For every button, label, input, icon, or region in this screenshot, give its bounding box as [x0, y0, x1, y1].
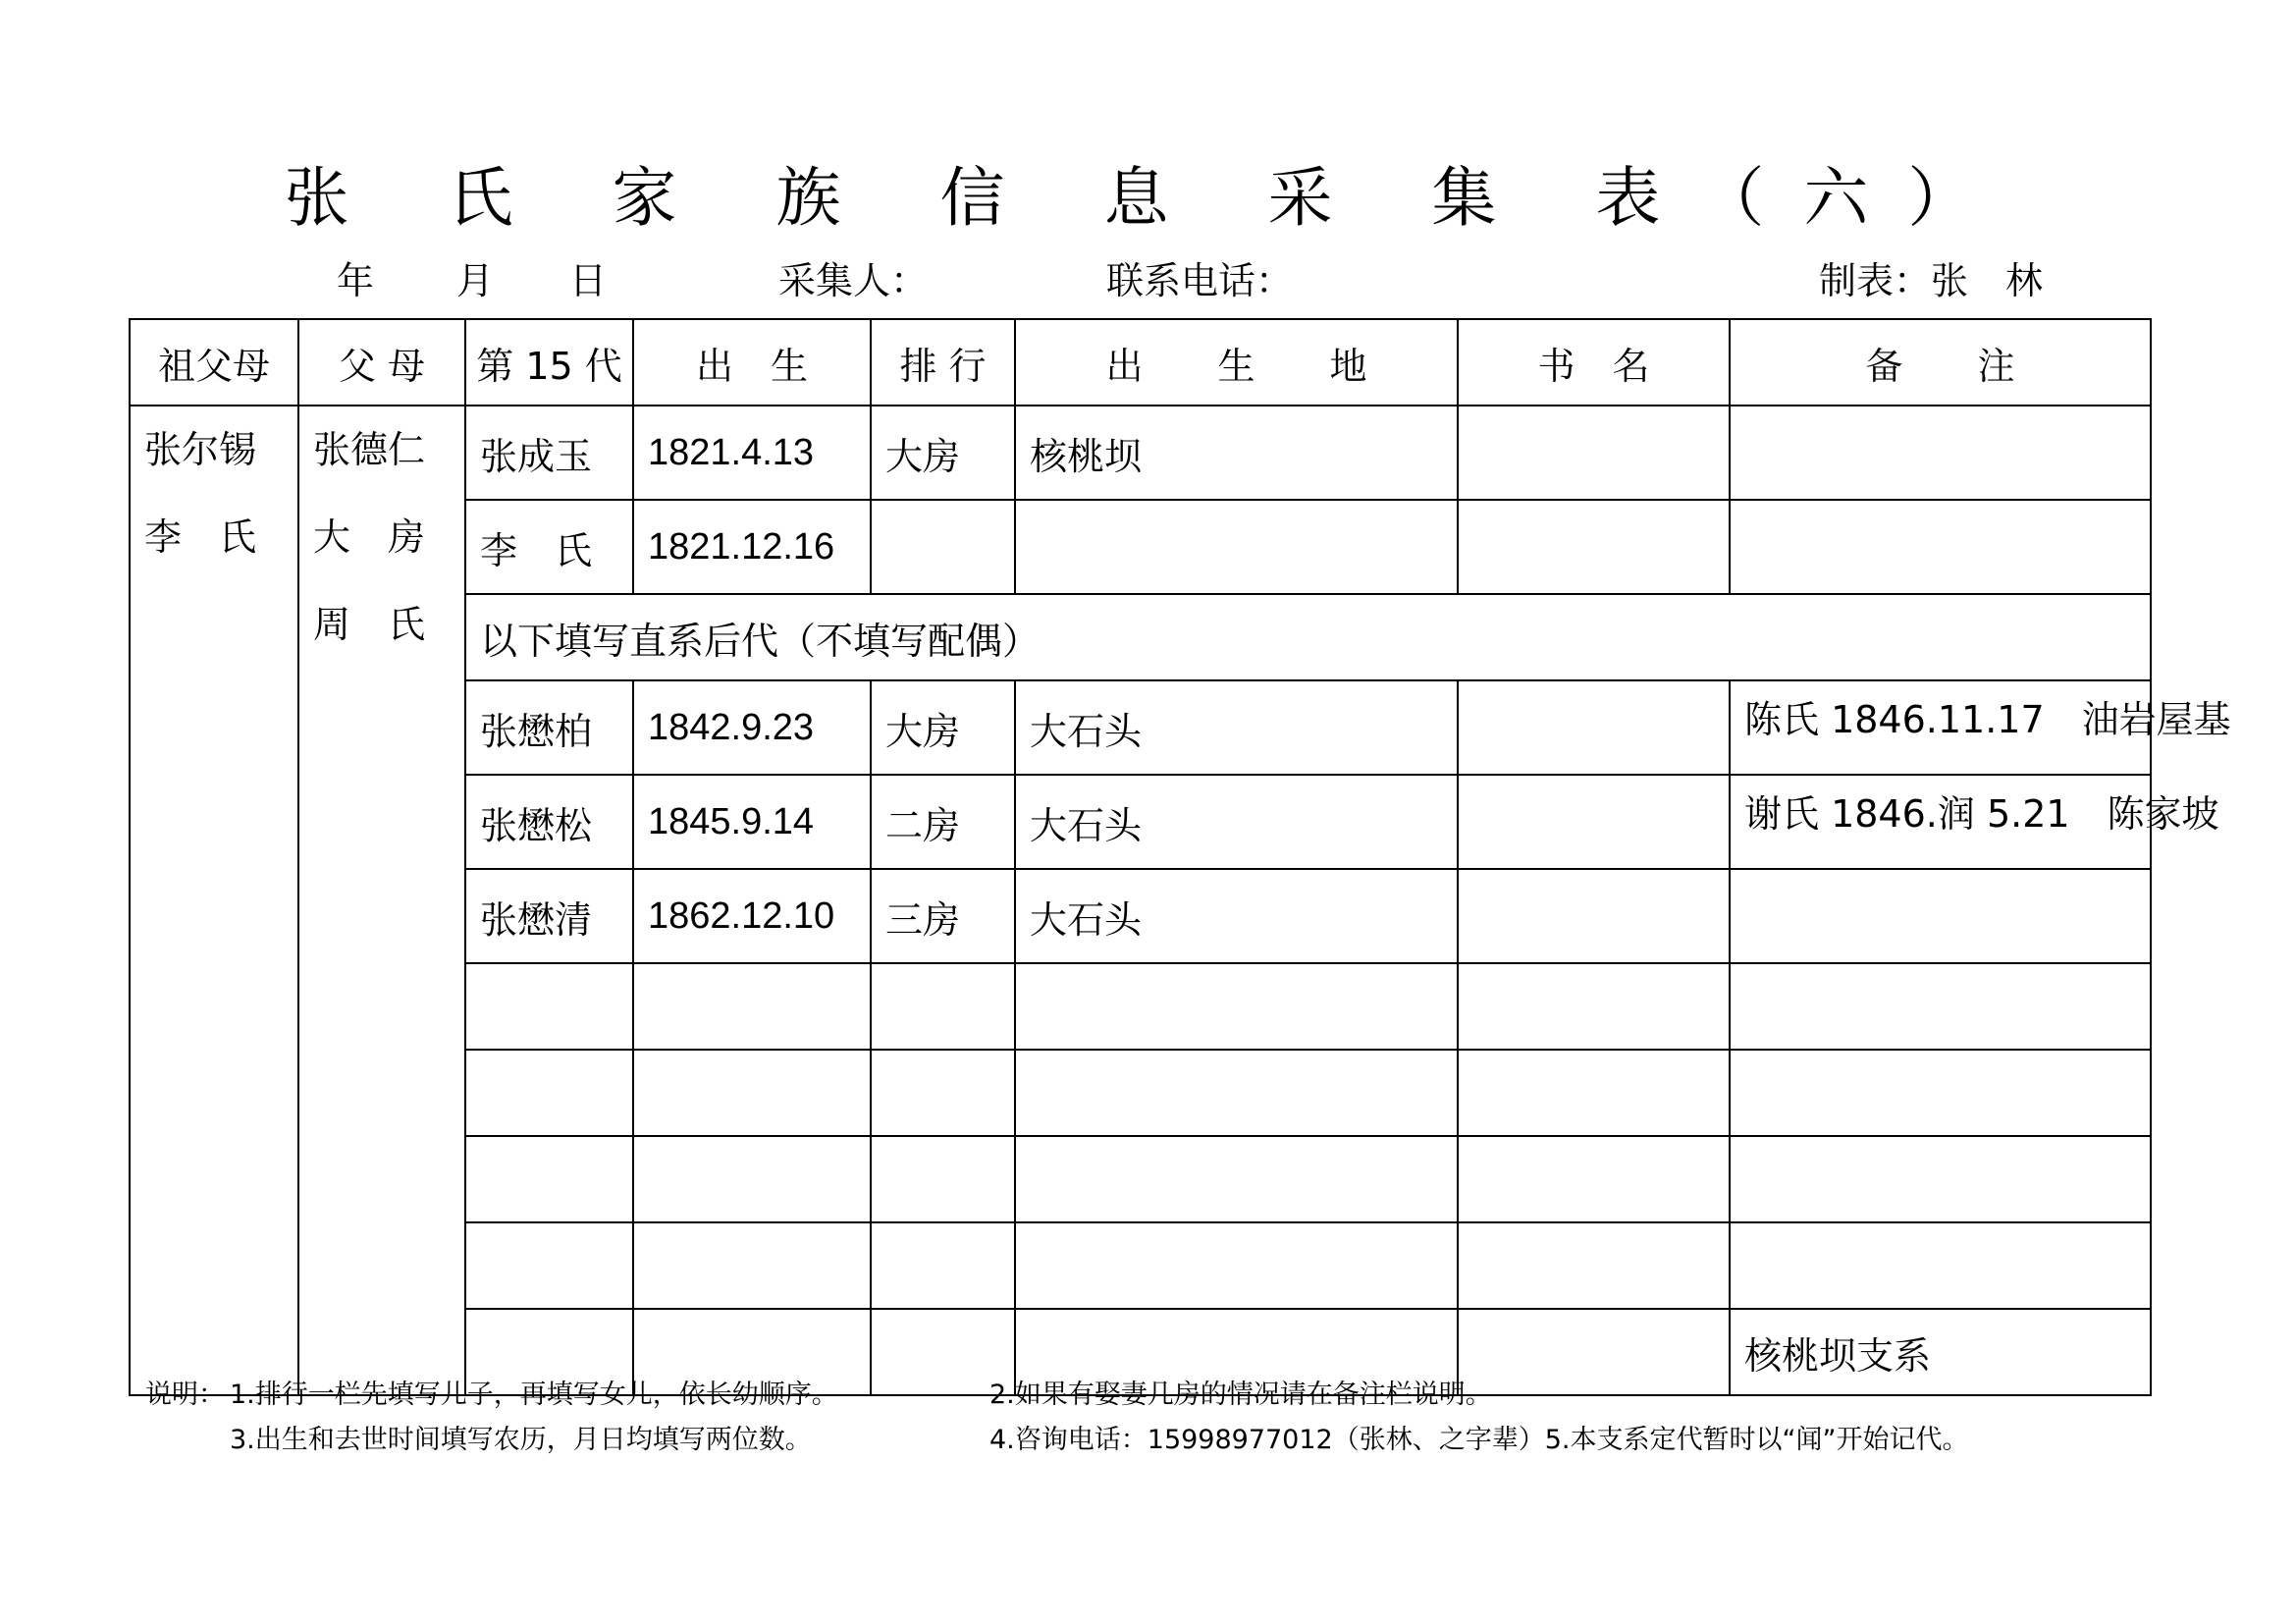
remarks-cell: 谢氏 1846.润 5.21 陈家坡 — [1730, 775, 2151, 869]
remarks-cell — [1730, 963, 2151, 1050]
remarks-cell — [1730, 1136, 2151, 1222]
header-birthplace: 出 生 地 — [1015, 319, 1458, 406]
date-day-label: 日 — [569, 259, 608, 302]
remarks-cell — [1730, 869, 2151, 963]
footnote-2: 2.如果有娶妻几房的情况请在备注栏说明。 — [989, 1380, 1492, 1410]
page-title: 张 氏 家 族 信 息 采 集 表（六） — [284, 160, 2012, 236]
birth-cell: 1842.9.23 — [633, 680, 871, 775]
branch-label: 核桃坝支系 — [1730, 1309, 2151, 1395]
date-year-label: 年 — [337, 259, 375, 302]
remarks-cell — [1730, 1222, 2151, 1309]
name-cell — [465, 1050, 633, 1136]
header-book-name: 书 名 — [1458, 319, 1730, 406]
book-name-cell — [1458, 1050, 1730, 1136]
family-info-table — [129, 318, 2231, 1396]
table-row — [130, 406, 2151, 500]
birth-cell: 1821.12.16 — [633, 500, 871, 594]
birthplace-cell — [1015, 963, 1458, 1050]
name-cell: 张懋松 — [465, 775, 633, 869]
rank-cell — [871, 1050, 1015, 1136]
birth-cell: 1821.4.13 — [633, 406, 871, 500]
name-cell — [465, 963, 633, 1050]
book-name-cell — [1458, 680, 1730, 775]
rank-cell: 二房 — [871, 775, 1015, 869]
rank-cell — [871, 1222, 1015, 1309]
header-generation: 第 15 代 — [465, 319, 633, 406]
collector-label: 采集人： — [778, 259, 929, 302]
remarks-cell — [1730, 1050, 2151, 1136]
birthplace-cell — [1015, 1136, 1458, 1222]
father-rank: 大 房 — [313, 515, 426, 559]
header-rank: 排 行 — [871, 319, 1015, 406]
header-parents: 父 母 — [298, 319, 465, 406]
grandfather-name: 张尔锡 — [144, 428, 257, 471]
rank-cell: 大房 — [871, 680, 1015, 775]
rank-cell — [871, 500, 1015, 594]
book-name-cell — [1458, 1136, 1730, 1222]
name-cell: 张懋柏 — [465, 680, 633, 775]
birth-cell: 1862.12.10 — [633, 869, 871, 963]
birthplace-cell — [1015, 1050, 1458, 1136]
phone-label: 联系电话： — [1106, 259, 1294, 302]
book-name-cell — [1458, 500, 1730, 594]
remarks-cell: 陈氏 1846.11.17 油岩屋基 — [1730, 680, 2151, 775]
header-birth: 出 生 — [633, 319, 871, 406]
birth-cell — [633, 1136, 871, 1222]
rank-cell: 大房 — [871, 406, 1015, 500]
footnote-3: 3.出生和去世时间填写农历，月日均填写两位数。 — [230, 1425, 812, 1455]
name-cell — [465, 1136, 633, 1222]
birthplace-cell: 大石头 — [1015, 869, 1458, 963]
book-name-cell — [1458, 869, 1730, 963]
birth-cell — [633, 963, 871, 1050]
footnote-4: 4.咨询电话：15998977012（张林、之字辈）5.本支系定代暂时以“闻”开始记代。 — [989, 1425, 1969, 1455]
mother-name: 周 氏 — [313, 603, 426, 646]
name-cell: 李 氏 — [465, 500, 633, 594]
remarks-cell — [1730, 500, 2151, 594]
birthplace-cell — [1015, 500, 1458, 594]
book-name-cell — [1458, 775, 1730, 869]
maker-label: 制表：张 林 — [1819, 259, 2044, 302]
book-name-cell — [1458, 963, 1730, 1050]
name-cell: 张成玉 — [465, 406, 633, 500]
remarks-cell — [1730, 406, 2151, 500]
birth-cell — [633, 1222, 871, 1309]
rank-cell: 三房 — [871, 869, 1015, 963]
grandparents-cell — [130, 406, 298, 1395]
book-name-cell — [1458, 1309, 1730, 1395]
parents-cell — [298, 406, 465, 1395]
header-remarks: 备 注 — [1730, 319, 2151, 406]
footnote-1: 1.排行一栏先填写儿子，再填写女儿，依长幼顺序。 — [230, 1380, 838, 1410]
date-month-label: 月 — [456, 259, 495, 302]
birthplace-cell — [1015, 1222, 1458, 1309]
name-cell — [465, 1222, 633, 1309]
footnote-label: 说明： — [145, 1380, 225, 1410]
book-name-cell — [1458, 1222, 1730, 1309]
header-grandparents: 祖父母 — [130, 319, 298, 406]
birth-cell: 1845.9.14 — [633, 775, 871, 869]
father-name: 张德仁 — [313, 428, 426, 471]
birth-cell — [633, 1050, 871, 1136]
book-name-cell — [1458, 406, 1730, 500]
birthplace-cell: 大石头 — [1015, 775, 1458, 869]
birthplace-cell: 大石头 — [1015, 680, 1458, 775]
descendants-instruction: 以下填写直系后代（不填写配偶） — [465, 594, 2151, 680]
grandmother-name: 李 氏 — [144, 515, 257, 559]
rank-cell — [871, 1136, 1015, 1222]
birthplace-cell: 核桃坝 — [1015, 406, 1458, 500]
header-row — [130, 319, 2151, 406]
name-cell: 张懋清 — [465, 869, 633, 963]
rank-cell — [871, 963, 1015, 1050]
